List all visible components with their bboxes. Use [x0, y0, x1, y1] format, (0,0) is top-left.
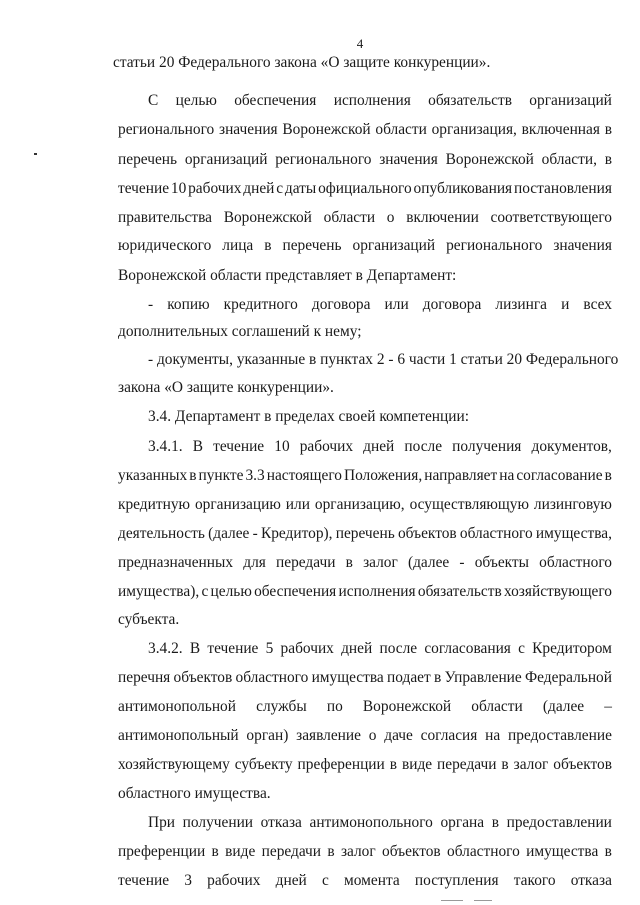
word: обязательств — [417, 583, 502, 600]
word: 5 — [265, 640, 274, 657]
word: официального — [318, 180, 412, 197]
text-line — [118, 122, 612, 137]
text-line — [118, 699, 612, 714]
word: согласия — [420, 727, 478, 744]
word: дней — [275, 872, 307, 889]
word: обеспечения — [254, 583, 337, 600]
word: 3.4.2. — [148, 640, 183, 657]
word: области — [323, 209, 376, 226]
word: даты — [284, 180, 317, 197]
word: предназначенных — [118, 554, 234, 571]
word: При — [148, 814, 176, 831]
text-line — [118, 584, 612, 599]
text-line — [118, 210, 612, 225]
word: организацию — [194, 496, 281, 513]
word: Кредитор), — [260, 525, 333, 542]
word: в — [264, 237, 272, 254]
word: получении — [182, 814, 254, 831]
text-line: Воронежской области представляет в Департамент: — [118, 267, 457, 284]
text-line — [118, 152, 612, 167]
word: договора — [422, 296, 482, 313]
word: после — [404, 438, 443, 455]
word: области — [471, 698, 523, 715]
word: имущества — [526, 843, 599, 860]
text-line — [118, 238, 612, 253]
word: - — [459, 554, 465, 571]
text-line — [118, 181, 612, 196]
word: осуществляющую — [409, 496, 529, 513]
text-line — [148, 93, 612, 108]
text-line: статьи 20 Федерального закона «О защите конкуренции». — [113, 54, 491, 71]
word: 10 — [274, 438, 290, 455]
word: и — [561, 296, 570, 313]
word: в — [491, 814, 499, 831]
word: дней — [363, 438, 395, 455]
word: дней — [341, 640, 373, 657]
word: в — [501, 756, 509, 773]
text-line — [118, 873, 612, 888]
text-line — [118, 555, 612, 570]
page-number: 4 — [356, 36, 364, 51]
word: регионального — [446, 237, 543, 254]
word: Воронежской — [445, 151, 534, 168]
word: в — [604, 467, 612, 484]
word: Управление — [444, 669, 522, 686]
word: виде — [401, 756, 433, 773]
word: преференции — [297, 756, 385, 773]
word: с — [321, 872, 329, 889]
text-line — [148, 641, 612, 656]
text-line — [118, 670, 612, 685]
word: Федеральной — [525, 669, 612, 686]
word: объекты — [474, 554, 529, 571]
word: поступления — [414, 872, 499, 889]
text-line — [118, 526, 612, 541]
word: антимонопольной — [118, 698, 236, 715]
text-line — [118, 728, 612, 743]
text-line: субъекта. — [118, 611, 180, 628]
word: перечень — [335, 525, 395, 542]
word: получения — [452, 438, 522, 455]
word: областного — [539, 554, 612, 571]
text-line — [118, 757, 612, 772]
word: даче — [384, 727, 413, 744]
text-line — [148, 297, 612, 312]
word: предоставлении — [506, 814, 612, 831]
word: исполнения — [338, 583, 416, 600]
word: кредитную — [118, 496, 191, 513]
text-line: дополнительных соглашений к нему; — [118, 323, 362, 340]
word: объектов — [382, 843, 441, 860]
text-line: 3.4. Департамент в пределах своей компетенции: — [148, 408, 470, 425]
word: лица — [222, 237, 254, 254]
word: правительства — [118, 209, 212, 226]
word: или — [384, 296, 409, 313]
word: на — [485, 727, 501, 744]
word: постановления — [513, 180, 612, 197]
word: объектов — [397, 525, 457, 542]
word: течение — [207, 640, 259, 657]
word: Воронежской — [282, 121, 371, 138]
word: объектов — [553, 756, 612, 773]
text-line — [118, 497, 612, 512]
word: организаций — [352, 237, 436, 254]
word: значения — [218, 121, 278, 138]
word: согласование — [516, 467, 603, 484]
word: службы — [256, 698, 307, 715]
word: копию — [167, 296, 210, 313]
word: перечень — [118, 151, 178, 168]
word: лизинга — [495, 296, 548, 313]
word: в — [189, 467, 197, 484]
word: В — [189, 640, 201, 657]
word: 3.3 — [245, 467, 265, 484]
word: документов, — [531, 438, 612, 455]
word: областного — [459, 525, 533, 542]
text-line: закона «О защите конкуренции». — [118, 379, 334, 396]
word: залог — [513, 756, 549, 773]
word: исполнения — [333, 92, 411, 109]
scan-artifact-dash — [441, 900, 463, 901]
word: такого — [513, 872, 556, 889]
word: для — [243, 554, 266, 571]
word: рабочих — [280, 640, 334, 657]
word: - — [148, 296, 154, 313]
word: (далее — [407, 554, 450, 571]
word: на — [499, 467, 515, 484]
word: включении — [406, 209, 479, 226]
word: в — [604, 843, 612, 860]
word: антимонопольного — [309, 814, 433, 831]
word: в — [434, 669, 442, 686]
word: согласования — [424, 640, 511, 657]
word: деятельность — [118, 525, 205, 542]
word: значения — [379, 151, 438, 168]
word: обязательств — [428, 92, 512, 109]
word: в — [604, 151, 612, 168]
word: дней — [243, 180, 275, 197]
word: по — [326, 698, 343, 715]
word: 3.4.1. — [148, 438, 183, 455]
word: имущества, — [535, 525, 612, 542]
word: хозяйствующего — [504, 583, 612, 600]
word: организацию, — [314, 496, 405, 513]
word: областного — [235, 669, 309, 686]
word: залог — [363, 554, 398, 571]
word: всех — [583, 296, 612, 313]
word: организаций — [529, 92, 612, 109]
scan-artifact-mark — [34, 153, 37, 155]
word: рабочих — [299, 438, 354, 455]
word: целью — [210, 583, 252, 600]
word: в — [604, 121, 612, 138]
word: в — [211, 843, 219, 860]
word: имущества), — [118, 583, 200, 600]
word: регионального — [118, 121, 215, 138]
word: лизинговую — [533, 496, 612, 513]
word: в — [327, 843, 335, 860]
word: (далее — [542, 698, 585, 715]
word: опубликования — [413, 180, 513, 197]
text-line — [148, 439, 612, 454]
word: подает — [387, 669, 431, 686]
word: момента — [344, 872, 400, 889]
word: кредитного — [223, 296, 298, 313]
word: течение — [118, 180, 170, 197]
word: преференции — [118, 843, 206, 860]
word: пункте — [198, 467, 244, 484]
scan-artifact-dash — [474, 900, 492, 901]
word: Положения, — [343, 467, 423, 484]
word: имущества — [311, 669, 384, 686]
word: антимонопольный — [118, 727, 239, 744]
word: о — [368, 727, 377, 744]
word: в — [389, 756, 397, 773]
word: (далее — [208, 525, 250, 542]
word: течение — [118, 872, 170, 889]
text-line: - документы, указанные в пунктах 2 - 6 части 1 статьи 20 Федерального — [148, 351, 619, 368]
word: с — [518, 640, 525, 657]
word: целью — [175, 92, 217, 109]
word: регионального — [275, 151, 372, 168]
word: хозяйствующему — [118, 756, 230, 773]
word: отказа — [260, 814, 302, 831]
word: заявление — [296, 727, 361, 744]
word: с — [201, 583, 209, 600]
word: органа — [440, 814, 485, 831]
text-line — [118, 844, 612, 859]
text-line — [148, 815, 612, 830]
word: о — [386, 209, 395, 226]
word: Кредитором — [532, 640, 612, 657]
word: значения — [553, 237, 612, 254]
word: Воронежской — [223, 209, 312, 226]
word: виде — [225, 843, 256, 860]
word: или — [285, 496, 310, 513]
word: перечень — [282, 237, 342, 254]
word: настоящего — [266, 467, 342, 484]
word: передачи — [276, 554, 336, 571]
word: С — [148, 92, 159, 109]
word: залог — [340, 843, 376, 860]
word: рабочих — [207, 872, 261, 889]
word: – — [604, 698, 612, 715]
word: с — [276, 180, 284, 197]
word: организаций — [184, 151, 268, 168]
word: в — [345, 554, 353, 571]
word: В — [192, 438, 203, 455]
word: рабочих — [188, 180, 242, 197]
word: договора — [311, 296, 371, 313]
word: 3 — [184, 872, 192, 889]
word: обеспечения — [234, 92, 317, 109]
word: юридического — [118, 237, 212, 254]
word: указанных — [118, 467, 188, 484]
word: орган) — [246, 727, 289, 744]
word: соответствующего — [490, 209, 612, 226]
word: предоставление — [508, 727, 612, 744]
word: течение — [213, 438, 265, 455]
word: области, — [541, 151, 597, 168]
word: - — [252, 525, 258, 542]
word: включенная — [521, 121, 600, 138]
word: передачи — [261, 843, 322, 860]
word: отказа — [570, 872, 612, 889]
word: перечня — [118, 669, 171, 686]
word: объектов — [173, 669, 233, 686]
word: 10 — [170, 180, 187, 197]
word: организация, — [431, 121, 517, 138]
word: субъекту — [234, 756, 293, 773]
text-line — [118, 468, 612, 483]
text-line: областного имущества. — [118, 785, 271, 802]
word: направляет — [424, 467, 498, 484]
word: области — [375, 121, 427, 138]
word: Воронежской — [362, 698, 452, 715]
word: после — [379, 640, 418, 657]
word: передачи — [437, 756, 497, 773]
word: областного — [447, 843, 520, 860]
